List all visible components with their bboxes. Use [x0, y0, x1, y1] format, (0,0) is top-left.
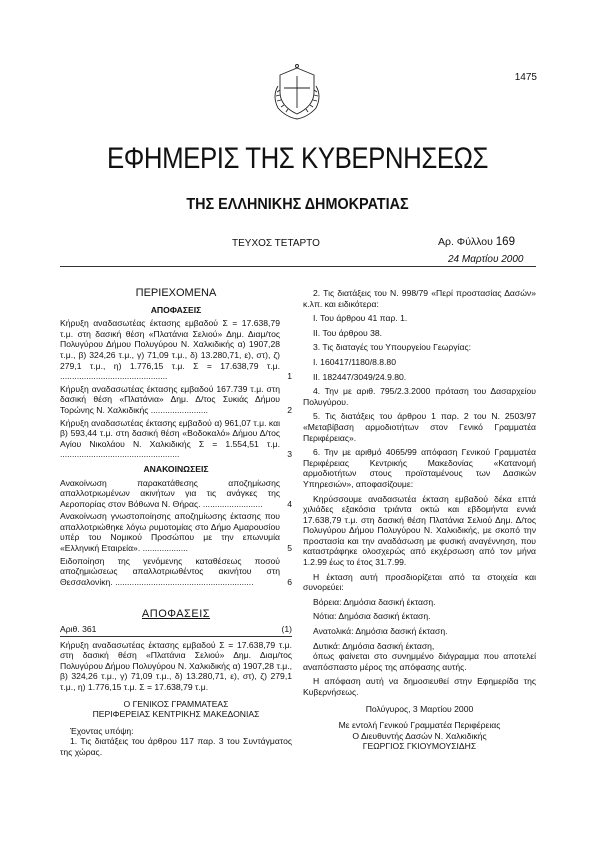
- decision-paragraph: Κηρύσσουμε αναδασωτέα έκταση εμβαδού δέκα επτά χιλιάδες εξακόσια τριάντα οκτώ και εβδομήντα εννιά 17.638,79 τ.μ. στη δασική θέση Πλατάνια Σελιού Δημ. Δ/τος Πολυγύρου Δήμου Πολυγύρου Ν. Χαλκιδικής, με σκοπό την προστασία και την αναδάσωση με φυσική αναγέννηση, που καταστράφηκε ολοσχερώς από εκχέρσωση από τον μήνα 1.2.99 έως το έτος 31.7.99.: [303, 493, 536, 568]
- header-divider: [60, 266, 536, 267]
- decisions-heading: ΑΠΟΦΑΣΕΙΣ: [141, 608, 211, 621]
- gazette-subtitle: ΤΗΣ ΕΛΛΗΝΙΚΗΣ ΔΗΜΟΚΡΑΤΙΑΣ: [186, 196, 409, 213]
- toc-entry-text: Κήρυξη αναδασωτέας έκτασης εμβαδού 167.739 τ.μ. στη δασική θέση «Πλατάνια» Δημ. Δ/τος Συκιάς Δήμου Τορώνης Ν. Χαλκιδικής ........................: [60, 383, 280, 415]
- bound-south: Νότια: Δημόσια δασική έκταση.: [313, 611, 431, 622]
- bounds-intro: Η έκταση αυτή προσδιορίζεται από τα στοιχεία και συνορεύει:: [303, 571, 536, 593]
- place-date: Πολύγυρος, 3 Μαρτίου 2000: [365, 703, 474, 714]
- regard-sub-3: I. 160417/1180/8.8.80: [313, 356, 396, 367]
- regard-sub-2: II. Του άρθρου 38.: [313, 327, 383, 338]
- toc-entry[interactable]: [60, 478, 292, 510]
- toc-entry-page: 3: [287, 449, 292, 460]
- toc-entry-page: 1: [287, 371, 292, 382]
- regard-sub-1: I. Του άρθρου 41 παρ. 1.: [313, 313, 408, 324]
- toc-entry-page: 5: [287, 543, 292, 554]
- toc-section-heading: ΑΝΑΚΟΙΝΩΣΕΙΣ: [143, 463, 209, 474]
- decision-number: Αριθ. 361: [60, 624, 97, 635]
- toc-section-heading: ΑΠΟΦΑΣΕΙΣ: [150, 304, 202, 315]
- regard-item-3: 3. Τις διαταγές του Υπουργείου Γεωργίας:: [313, 342, 471, 353]
- toc-entry[interactable]: [60, 511, 292, 553]
- left-column: [60, 288, 292, 758]
- regard-item-6: 6. Την με αριθμό 4065/99 απόφαση Γενικού Γραμματέα Περιφέρειας Κεντρικής Μακεδονίας «Κατανομή αρμοδιοτήτων στους προϊσταμένους των Δασικών Υπηρεσιών», αποφασίζουμε:: [303, 447, 536, 489]
- having-regard: Έχοντας υπόψη:: [70, 725, 134, 736]
- sheet-info: [438, 236, 515, 248]
- toc-entry-page: 6: [287, 576, 292, 587]
- bound-east: Ανατολικά: Δημόσια δασική έκταση.: [313, 626, 448, 637]
- bound-north: Βόρεια: Δημόσια δασική έκταση.: [313, 596, 436, 607]
- regard-item-2: 2. Τις διατάξεις του Ν. 998/79 «Περί προστασίας Δασών» κ.λπ. και ειδικότερα:: [303, 288, 536, 309]
- toc-entry-text: Κήρυξη αναδασωτέας έκτασης εμβαδού Σ = 17.638,79 τ.μ. στη δασική θέση «Πλατάνια Σελιού» Δημ. Διαμ/τος Πολυγύρου Δήμου Πολυγύρου Ν. Χαλκιδικής α) 1907,28 τ.μ., β) 324,26 τ.μ., γ) 71,09 τ.μ., δ) 13.280,71, ε), στ), ζ) 279,1 τ.μ., η) 1.776,15 τ.μ. Σ = 17.638,79 τ.μ. .............................................: [60, 318, 280, 382]
- gazette-title: ΕΦΗΜΕΡΙΣ ΤΗΣ ΚΥΒΕΡΝΗΣΕΩΣ: [106, 142, 489, 175]
- diagram-note: όπως φαίνεται στο συνημμένο διάγραμμα που αποτελεί αναπόσπαστο μέρος της απόφασης αυτής.: [303, 651, 536, 672]
- decision-ref: (1): [281, 624, 292, 635]
- bound-west: Δυτικά: Δημόσια δασική έκταση,: [313, 640, 435, 651]
- regard-item-5: 5. Τις διατάξεις του άρθρου 1 παρ. 2 του Ν. 2503/97 «Μεταβίβαση αρμοδιοτήτων στον Γενικό Γραμματέα Περιφέρειας».: [303, 411, 536, 443]
- toc-entry-text: Κήρυξη αναδασωτέας έκτασης εμβαδού α) 961,07 τ.μ. και β) 593,44 τ.μ. στη δασική θέση «Βοδοκαλό» Δήμου Δ/τος Αγίου Νικολάου Ν. Χαλκιδικής Σ = 1.554,51 τ.μ. ..................................................: [60, 417, 280, 460]
- toc-entry-page: 2: [287, 404, 292, 415]
- toc-entry-text: Ανακοίνωση παρακατάθεσης αποζημίωσης απαλλοτριωμένων ακινήτων για τις ανάγκες της Αεροπορίας στον Βόθωνα Ν. Θήρας. .........................: [60, 477, 280, 509]
- toc-entry-page: 4: [287, 498, 292, 509]
- signature-line-1: Με εντολή Γενικού Γραμματέα Περιφέρειας: [338, 720, 501, 731]
- sheet-label: Αρ. Φύλλου: [438, 236, 493, 248]
- toc-entry[interactable]: [60, 418, 292, 460]
- publish-note: Η απόφαση αυτή να δημοσιευθεί στην Εφημερίδα της Κυβερνήσεως.: [303, 676, 536, 697]
- right-column: [303, 288, 536, 752]
- issue-label: ΤΕΥΧΟΣ ΤΕΤΑΡΤΟ: [232, 238, 320, 249]
- authority-line-1: Ο ΓΕΝΙΚΟΣ ΓΡΑΜΜΑΤΕΑΣ: [123, 698, 229, 709]
- authority-line-2: ΠΕΡΙΦΕΡΕΙΑΣ ΚΕΝΤΡΙΚΗΣ ΜΑΚΕΔΟΝΙΑΣ: [92, 709, 260, 720]
- toc-entry[interactable]: [60, 384, 292, 416]
- regard-item-1: 1. Τις διατάξεις του άρθρου 117 παρ. 3 του Συντάγματος της χώρας.: [60, 736, 292, 757]
- decision-summary: Κήρυξη αναδασωτέας έκτασης εμβαδού Σ = 17.638,79 τ.μ. στη δασική θέση «Πλατάνια Σελιού» Δημ. Διαμ/τος Πολυγύρου Δήμου Πολυγύρου Ν. Χαλκιδικής α) 1907,28 τ.μ., β) 324,26 τ.μ., γ) 71,09 τ.μ., δ) 13.280,71, ε), στ), ζ) 279,1 τ.μ., η) 1.776,15 τ.μ. Σ = 17.638,79 τ.μ.: [60, 639, 292, 692]
- toc-title: ΠΕΡΙΕΧΟΜΕΝΑ: [135, 287, 217, 299]
- page-number: 1475: [514, 72, 537, 83]
- issue-date: 24 Μαρτίου 2000: [448, 254, 524, 265]
- decision-number-row: [60, 624, 292, 637]
- toc-entry-text: Ανακοίνωση γνωστοποίησης αποζημίωσης έκτασης που απαλλοτριώθηκε λόγω ρυμοτομίας στο Δήμο Αμαρουσίου υπέρ του Νομικού Προσώπου με την επωνυμία «Ελληνική Εταιρεία». ...................: [60, 511, 280, 554]
- regard-item-4: 4. Την με αριθ. 795/2.3.2000 πρόταση του Δασαρχείου Πολυγύρου.: [303, 386, 536, 407]
- signature-line-2: Ο Διευθυντής Δασών Ν. Χαλκιδικής: [352, 730, 487, 741]
- toc-entry[interactable]: [60, 318, 292, 382]
- sheet-number: 169: [495, 236, 515, 248]
- regard-sub-4: II. 182447/3049/24.9.80.: [313, 371, 407, 382]
- signatory-name: ΓΕΩΡΓΙΟΣ ΓΚΙΟΥΜΟΥΣΙΔΗΣ: [362, 741, 477, 752]
- hellenic-emblem-icon: [270, 62, 324, 122]
- toc-entry-text: Ειδοποίηση της γενόμενης καταθέσεως ποσού αποζημιώσεως απαλλοτριωθέντος ακινήτου στη Θεσσαλονίκη. ..........................................................: [60, 555, 280, 587]
- toc-entry[interactable]: [60, 556, 292, 588]
